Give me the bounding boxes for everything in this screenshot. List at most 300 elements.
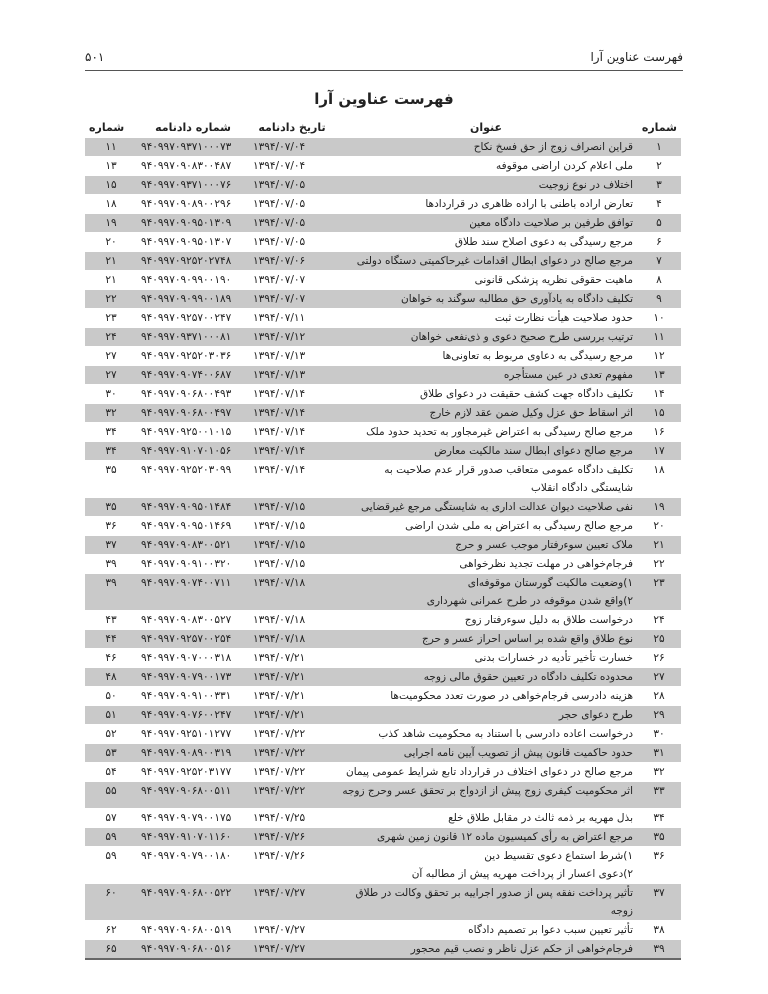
row-subject-cell	[335, 687, 637, 705]
row-decision-number-cell	[137, 574, 249, 610]
row-number: ۲۳	[653, 577, 665, 589]
row-page: ۳۹	[105, 577, 117, 589]
row-page: ۳۷	[105, 539, 117, 551]
row-subject-cell	[335, 536, 637, 554]
row-decision-number-cell	[137, 442, 249, 460]
row-date-cell	[249, 461, 335, 497]
row-page-cell	[85, 366, 137, 384]
row-number: ۱۳	[653, 369, 665, 381]
row-decision-number: ۹۴۰۹۹۷۰۹۰۶۸۰۰۴۹۷	[141, 407, 232, 419]
row-date: ۱۳۹۴/۰۷/۲۵	[253, 812, 306, 824]
row-subject-cell	[335, 347, 637, 365]
row-subject: ملاک تعیین سوءرفتار موجب عسر و حرج	[455, 539, 633, 551]
row-decision-number: ۹۴۰۹۹۷۰۹۲۵۰۰۱۰۱۵	[141, 426, 232, 438]
row-subject: ۱)وضعیت مالکیت گورستان موقوفه‌ای ۲)واقع شدن موقوفه در طرح عمرانی شهرداری	[426, 577, 633, 607]
row-subject-cell	[335, 574, 637, 610]
row-subject-cell	[335, 884, 637, 920]
row-number-cell	[637, 884, 681, 920]
row-subject-cell	[335, 782, 637, 808]
row-decision-number: ۹۴۰۹۹۷۰۹۰۹۵۰۱۳۰۹	[141, 217, 232, 229]
row-date: ۱۳۹۴/۰۷/۱۴	[253, 407, 306, 419]
row-page: ۲۳	[105, 312, 117, 324]
col-number: شماره	[641, 120, 677, 134]
row-page-cell	[85, 138, 137, 156]
page-title: فهرست عناوین آرا	[314, 90, 454, 108]
row-date-cell	[249, 536, 335, 554]
row-number: ۲۲	[653, 558, 665, 570]
row-date: ۱۳۹۴/۰۷/۱۱	[253, 312, 306, 324]
row-page-cell	[85, 157, 137, 175]
row-number: ۱۸	[653, 464, 665, 476]
row-date: ۱۳۹۴/۰۷/۰۵	[253, 217, 306, 229]
row-number: ۲۸	[653, 690, 665, 702]
row-date: ۱۳۹۴/۰۷/۰۷	[253, 274, 306, 286]
row-decision-number-cell	[137, 498, 249, 516]
row-page-cell	[85, 498, 137, 516]
row-date: ۱۳۹۴/۰۷/۰۷	[253, 293, 306, 305]
row-page-cell	[85, 328, 137, 346]
row-page: ۲۰	[105, 236, 117, 248]
row-decision-number-cell	[137, 744, 249, 762]
row-decision-number-cell	[137, 828, 249, 846]
row-decision-number-cell	[137, 404, 249, 422]
row-number-cell	[637, 517, 681, 535]
row-page: ۵۵	[105, 785, 117, 797]
row-date: ۱۳۹۴/۰۷/۲۱	[253, 709, 306, 721]
table-row	[85, 536, 681, 554]
row-page-cell	[85, 404, 137, 422]
row-decision-number: ۹۴۰۹۹۷۰۹۲۵۲۰۲۷۴۸	[141, 255, 232, 267]
row-page-cell	[85, 347, 137, 365]
row-subject-cell	[335, 940, 637, 960]
row-decision-number-cell	[137, 940, 249, 960]
row-number-cell	[637, 536, 681, 554]
row-date: ۱۳۹۴/۰۷/۲۷	[253, 887, 306, 899]
row-number-cell	[637, 309, 681, 327]
row-page: ۵۴	[105, 766, 117, 778]
row-number: ۱۹	[653, 501, 665, 513]
row-subject-cell	[335, 828, 637, 846]
row-number-cell	[637, 442, 681, 460]
row-page: ۲۷	[105, 350, 117, 362]
row-page: ۳۹	[105, 558, 117, 570]
row-number: ۱۶	[653, 426, 665, 438]
table-row	[85, 630, 681, 648]
row-subject-cell	[335, 611, 637, 629]
row-subject: نفی صلاحیت دیوان عدالت اداری به شایستگی مرجع غیرقضایی	[361, 501, 633, 513]
row-date-cell	[249, 347, 335, 365]
row-decision-number-cell	[137, 649, 249, 667]
row-date-cell	[249, 423, 335, 441]
row-number-cell	[637, 271, 681, 289]
row-number: ۳۶	[653, 850, 665, 862]
row-page: ۵۲	[105, 728, 117, 740]
row-decision-number: ۹۴۰۹۹۷۰۹۰۹۱۰۰۳۳۱	[141, 690, 232, 702]
row-page-cell	[85, 611, 137, 629]
row-decision-number-cell	[137, 328, 249, 346]
row-date: ۱۳۹۴/۰۷/۱۵	[253, 501, 306, 513]
row-decision-number: ۹۴۰۹۹۷۰۹۰۶۸۰۰۴۹۳	[141, 388, 232, 400]
row-date: ۱۳۹۴/۰۷/۱۴	[253, 445, 306, 457]
row-subject-cell	[335, 195, 637, 213]
row-number: ۳۸	[653, 924, 665, 936]
row-subject-cell	[335, 252, 637, 270]
row-page-cell	[85, 649, 137, 667]
row-date-cell	[249, 744, 335, 762]
row-subject: تعارض اراده باطنی با اراده ظاهری در قراردادها	[425, 198, 633, 210]
row-subject: طرح دعوای حجر	[558, 709, 633, 721]
row-date-cell	[249, 940, 335, 960]
row-number-cell	[637, 744, 681, 762]
row-date-cell	[249, 687, 335, 705]
row-page-cell	[85, 630, 137, 648]
row-date-cell	[249, 328, 335, 346]
table-row	[85, 176, 681, 194]
table-row	[85, 442, 681, 460]
row-subject: حدود حاکمیت قانون پیش از تصویب آیین نامه اجرایی	[403, 747, 633, 759]
row-number: ۱۴	[653, 388, 665, 400]
row-decision-number: ۹۴۰۹۹۷۰۹۰۹۹۰۰۱۸۹	[141, 293, 232, 305]
row-date: ۱۳۹۴/۰۷/۱۳	[253, 369, 306, 381]
row-page: ۵۹	[105, 850, 117, 862]
row-number-cell	[637, 498, 681, 516]
table-row	[85, 744, 681, 762]
row-decision-number: ۹۴۰۹۹۷۰۹۰۷۹۰۰۱۷۵	[141, 812, 232, 824]
row-date: ۱۳۹۴/۰۷/۱۴	[253, 464, 306, 476]
row-date-cell	[249, 782, 335, 808]
row-page-cell	[85, 461, 137, 497]
row-page: ۲۱	[105, 274, 117, 286]
row-subject: اختلاف در نوع زوجیت	[538, 179, 633, 191]
table-row	[85, 763, 681, 781]
col-decision-number: شماره دادنامه	[155, 120, 231, 134]
row-number-cell	[637, 214, 681, 232]
row-page: ۳۶	[105, 520, 117, 532]
table-row	[85, 195, 681, 213]
row-number-cell	[637, 630, 681, 648]
row-number: ۳۵	[653, 831, 665, 843]
row-page-cell	[85, 687, 137, 705]
row-page-cell	[85, 423, 137, 441]
row-subject-cell	[335, 809, 637, 827]
row-page: ۴۸	[105, 671, 117, 683]
row-subject: فرجام‌خواهی در مهلت تجدید نظرخواهی	[459, 558, 633, 570]
row-subject: فرجام‌خواهی از حکم عزل ناظر و نصب قیم محجور	[410, 943, 633, 955]
row-decision-number: ۹۴۰۹۹۷۰۹۰۷۹۰۰۱۷۳	[141, 671, 232, 683]
row-number: ۱۱	[653, 331, 665, 343]
row-subject-cell	[335, 744, 637, 762]
row-decision-number: ۹۴۰۹۹۷۰۹۰۷۶۰۰۲۴۷	[141, 709, 232, 721]
row-page: ۳۲	[105, 407, 117, 419]
row-page: ۱۱	[105, 141, 117, 153]
row-subject: مرجع رسیدگی به دعوی اصلاح سند طلاق	[454, 236, 633, 248]
row-date-cell	[249, 138, 335, 156]
row-page: ۴۶	[105, 652, 117, 664]
row-decision-number-cell	[137, 668, 249, 686]
row-decision-number-cell	[137, 290, 249, 308]
col-date: تاریخ دادنامه	[258, 120, 326, 134]
row-date: ۱۳۹۴/۰۷/۲۱	[253, 652, 306, 664]
table-row	[85, 461, 681, 497]
row-subject: اثر اسقاط حق عزل وکیل ضمن عقد لازم خارج	[429, 407, 633, 419]
row-number-cell	[637, 706, 681, 724]
row-number: ۴	[656, 198, 662, 210]
row-decision-number-cell	[137, 461, 249, 497]
row-subject-cell	[335, 725, 637, 743]
row-decision-number: ۹۴۰۹۹۷۰۹۲۵۲۰۳۰۳۶	[141, 350, 232, 362]
row-decision-number: ۹۴۰۹۹۷۰۹۲۵۱۰۱۲۷۷	[141, 728, 232, 740]
row-date: ۱۳۹۴/۰۷/۱۵	[253, 520, 306, 532]
table-row	[85, 611, 681, 629]
row-number: ۷	[656, 255, 662, 267]
row-number: ۳۹	[653, 943, 665, 955]
table-row	[85, 517, 681, 535]
row-decision-number-cell	[137, 233, 249, 251]
row-subject-cell	[335, 763, 637, 781]
row-number: ۳۷	[653, 887, 665, 899]
row-decision-number-cell	[137, 725, 249, 743]
row-decision-number: ۹۴۰۹۹۷۰۹۰۷۴۰۰۶۸۷	[141, 369, 232, 381]
row-page: ۵۷	[105, 812, 117, 824]
row-date-cell	[249, 630, 335, 648]
row-subject: ترتیب بررسی طرح صحیح دعوی و ذی‌نفعی خواهان	[410, 331, 633, 343]
row-subject-cell	[335, 423, 637, 441]
row-subject: مرجع صالح در دعوای اختلاف در قرارداد تابع شرایط عمومی پیمان	[346, 766, 633, 778]
row-date: ۱۳۹۴/۰۷/۲۱	[253, 671, 306, 683]
row-number-cell	[637, 921, 681, 939]
table-row	[85, 706, 681, 724]
row-page-cell	[85, 385, 137, 403]
table-row	[85, 252, 681, 270]
row-subject-cell	[335, 630, 637, 648]
row-decision-number-cell	[137, 176, 249, 194]
row-subject: تکلیف دادگاه جهت کشف حقیقت در دعوای طلاق	[419, 388, 633, 400]
row-decision-number-cell	[137, 706, 249, 724]
row-date: ۱۳۹۴/۰۷/۱۴	[253, 388, 306, 400]
row-page-cell	[85, 536, 137, 554]
row-date-cell	[249, 214, 335, 232]
row-date-cell	[249, 828, 335, 846]
table-row	[85, 290, 681, 308]
col-subject: عنوان	[469, 120, 503, 134]
row-subject: تکلیف دادگاه عمومی متعاقب صدور قرار عدم صلاحیت به شایستگی دادگاه انقلاب	[384, 464, 633, 494]
row-subject: توافق طرفین بر صلاحیت دادگاه معین	[469, 217, 633, 229]
row-number-cell	[637, 940, 681, 960]
row-number: ۲۷	[653, 671, 665, 683]
row-subject: هزینه دادرسی فرجام‌خواهی در صورت تعدد محکومیت‌ها	[390, 690, 633, 702]
row-number-cell	[637, 366, 681, 384]
row-number-cell	[637, 725, 681, 743]
row-date-cell	[249, 574, 335, 610]
row-number-cell	[637, 828, 681, 846]
row-page: ۴۴	[105, 633, 117, 645]
row-decision-number-cell	[137, 611, 249, 629]
table-row	[85, 782, 681, 808]
row-page-cell	[85, 214, 137, 232]
row-decision-number-cell	[137, 214, 249, 232]
row-subject-cell	[335, 271, 637, 289]
table-header	[85, 117, 681, 137]
row-subject: تکلیف دادگاه به یادآوری حق مطالبه سوگند به خواهان	[401, 293, 633, 305]
row-subject-cell	[335, 138, 637, 156]
row-page-cell	[85, 763, 137, 781]
table-row	[85, 884, 681, 920]
row-decision-number-cell	[137, 309, 249, 327]
row-subject: مرجع صالح رسیدگی به اعتراض به ملی شدن اراضی	[405, 520, 633, 532]
row-date-cell	[249, 252, 335, 270]
table-row	[85, 574, 681, 610]
row-date-cell	[249, 309, 335, 327]
row-date: ۱۳۹۴/۰۷/۲۲	[253, 785, 306, 797]
row-decision-number-cell	[137, 347, 249, 365]
row-decision-number-cell	[137, 630, 249, 648]
row-page-cell	[85, 940, 137, 960]
row-page-cell	[85, 555, 137, 573]
row-subject-cell	[335, 706, 637, 724]
row-number-cell	[637, 157, 681, 175]
row-number: ۳۳	[653, 785, 665, 797]
row-subject: درخواست اعاده دادرسی با استناد به محکومیت شاهد کذب	[378, 728, 633, 740]
row-subject-cell	[335, 555, 637, 573]
row-page-cell	[85, 782, 137, 808]
row-decision-number-cell	[137, 809, 249, 827]
row-subject-cell	[335, 649, 637, 667]
row-subject: مرجع صالح دعوای ابطال سند مالکیت معارض	[434, 445, 633, 457]
row-number-cell	[637, 574, 681, 610]
row-date: ۱۳۹۴/۰۷/۲۲	[253, 766, 306, 778]
row-number: ۳	[656, 179, 662, 191]
table-row	[85, 214, 681, 232]
row-date: ۱۳۹۴/۰۷/۰۶	[253, 255, 306, 267]
table-row	[85, 233, 681, 251]
row-date-cell	[249, 385, 335, 403]
running-header	[85, 48, 683, 71]
table-row	[85, 649, 681, 667]
row-decision-number-cell	[137, 195, 249, 213]
row-subject: ملی اعلام کردن اراضی موقوفه	[495, 160, 633, 172]
row-date-cell	[249, 271, 335, 289]
row-page: ۶۵	[105, 943, 117, 955]
row-date: ۱۳۹۴/۰۷/۰۵	[253, 236, 306, 248]
row-decision-number: ۹۴۰۹۹۷۰۹۲۵۲۰۳۰۹۹	[141, 464, 232, 476]
row-subject: تأثیر پرداخت نفقه پس از صدور اجراییه بر تحقق وکالت در طلاق زوجه	[355, 887, 633, 917]
row-decision-number-cell	[137, 271, 249, 289]
row-subject: مرجع صالح در دعوای ابطال اقدامات غیرحاکمیتی دستگاه دولتی	[356, 255, 633, 267]
row-date-cell	[249, 649, 335, 667]
row-subject-cell	[335, 366, 637, 384]
row-decision-number-cell	[137, 763, 249, 781]
row-number: ۳۴	[653, 812, 665, 824]
row-page: ۳۵	[105, 464, 117, 476]
row-page: ۶۲	[105, 924, 117, 936]
row-page-cell	[85, 233, 137, 251]
row-decision-number: ۹۴۰۹۹۷۰۹۰۹۹۰۰۱۹۰	[141, 274, 232, 286]
row-page: ۳۴	[105, 426, 117, 438]
row-number: ۱۷	[653, 445, 665, 457]
row-page: ۶۰	[105, 887, 117, 899]
table-row	[85, 725, 681, 743]
row-number-cell	[637, 252, 681, 270]
row-number-cell	[637, 555, 681, 573]
row-decision-number: ۹۴۰۹۹۷۰۹۰۸۳۰۰۴۸۷	[141, 160, 232, 172]
row-number: ۳۱	[653, 747, 665, 759]
row-page-cell	[85, 921, 137, 939]
row-number-cell	[637, 847, 681, 883]
row-subject-cell	[335, 668, 637, 686]
row-number: ۱۰	[653, 312, 665, 324]
col-page: شماره	[89, 120, 125, 134]
row-page: ۵۱	[105, 709, 117, 721]
row-page-cell	[85, 271, 137, 289]
row-page-cell	[85, 725, 137, 743]
row-number-cell	[637, 649, 681, 667]
row-decision-number: ۹۴۰۹۹۷۰۹۰۶۸۰۰۵۲۲	[141, 887, 232, 899]
table-row	[85, 828, 681, 846]
row-number: ۳۲	[653, 766, 665, 778]
row-date-cell	[249, 404, 335, 422]
row-decision-number: ۹۴۰۹۹۷۰۹۳۷۱۰۰۰۷۶	[141, 179, 232, 191]
row-decision-number: ۹۴۰۹۹۷۰۹۲۵۷۰۰۲۴۷	[141, 312, 232, 324]
row-number: ۸	[656, 274, 662, 286]
row-decision-number: ۹۴۰۹۹۷۰۹۰۹۵۰۱۴۸۴	[141, 501, 232, 513]
row-subject-cell	[335, 157, 637, 175]
row-decision-number-cell	[137, 536, 249, 554]
row-page: ۲۲	[105, 293, 117, 305]
row-decision-number-cell	[137, 921, 249, 939]
row-page: ۳۰	[105, 388, 117, 400]
row-date: ۱۳۹۴/۰۷/۲۶	[253, 831, 306, 843]
row-number: ۵	[656, 217, 662, 229]
row-number: ۲۱	[653, 539, 665, 551]
row-number: ۹	[656, 293, 662, 305]
row-number: ۲۵	[653, 633, 665, 645]
row-page: ۳۴	[105, 445, 117, 457]
row-subject-cell	[335, 921, 637, 939]
row-subject-cell	[335, 498, 637, 516]
row-date-cell	[249, 555, 335, 573]
row-date: ۱۳۹۴/۰۷/۲۲	[253, 728, 306, 740]
row-date: ۱۳۹۴/۰۷/۰۵	[253, 179, 306, 191]
row-number-cell	[637, 809, 681, 827]
row-date: ۱۳۹۴/۰۷/۰۴	[253, 160, 306, 172]
row-page: ۵۰	[105, 690, 117, 702]
table-row	[85, 687, 681, 705]
row-decision-number: ۹۴۰۹۹۷۰۹۰۷۰۰۰۳۱۸	[141, 652, 232, 664]
row-page: ۲۱	[105, 255, 117, 267]
row-page: ۱۸	[105, 198, 117, 210]
row-subject: درخواست طلاق به دلیل سوءرفتار زوج	[464, 614, 633, 626]
row-number: ۱۲	[653, 350, 665, 362]
row-subject-cell	[335, 214, 637, 232]
row-date-cell	[249, 157, 335, 175]
table-row	[85, 328, 681, 346]
row-page-cell	[85, 706, 137, 724]
row-subject: مرجع رسیدگی به دعاوی مربوط به تعاونی‌ها	[442, 350, 633, 362]
row-number-cell	[637, 782, 681, 808]
table-row	[85, 271, 681, 289]
row-number: ۱	[656, 141, 662, 153]
table-row	[85, 847, 681, 883]
row-decision-number: ۹۴۰۹۹۷۰۹۳۷۱۰۰۰۷۳	[141, 141, 232, 153]
row-decision-number-cell	[137, 555, 249, 573]
running-title: فهرست عناوین آرا	[590, 50, 683, 64]
table-row	[85, 347, 681, 365]
row-page-cell	[85, 517, 137, 535]
row-number: ۲۰	[653, 520, 665, 532]
row-subject: قراین انصراف زوج از حق فسخ نکاح	[473, 141, 633, 153]
row-date-cell	[249, 233, 335, 251]
row-date: ۱۳۹۴/۰۷/۱۸	[253, 633, 306, 645]
